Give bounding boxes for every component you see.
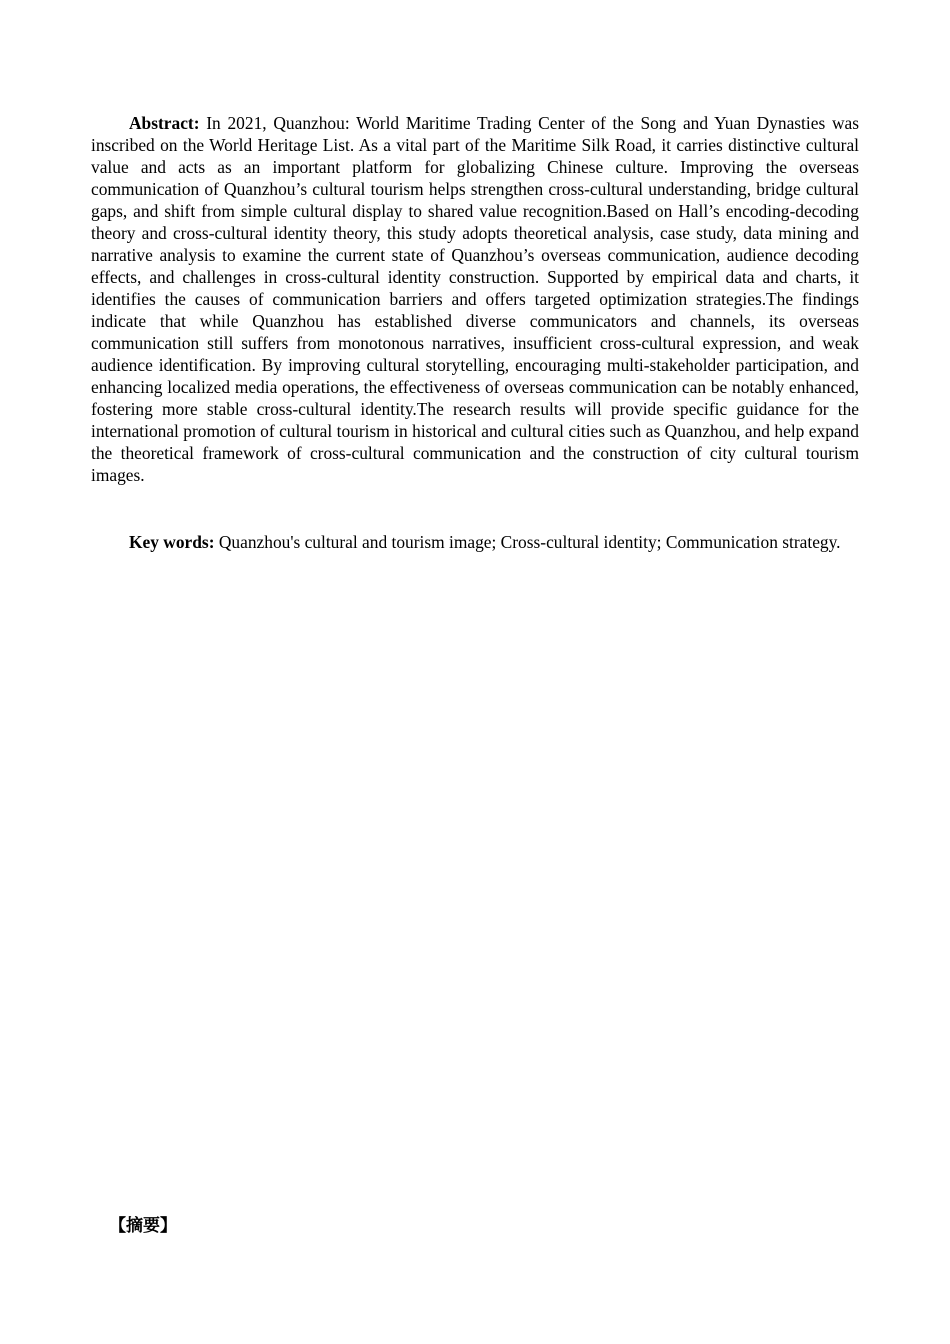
keywords-label: Key words: <box>129 532 215 552</box>
abstract-text: In 2021, Quanzhou: World Maritime Trading Center of the Song and Yuan Dynasties was inscribed on the World Heritage List. As a vital part of the Maritime Silk Road, it carries distinctive cultural value and acts as an important platform for globalizing Chinese culture. Improving the overseas communication of Quanzhou’s cultural tourism helps strengthen cross-cultural understanding, bridge cultural gaps, and shift from simple cultural display to shared value recognition.Based on Hall’s encoding-decoding theory and cross-cultural identity theory, this study adopts theoretical analysis, case study, data mining and narrative analysis to examine the current state of Quanzhou’s overseas communication, audience decoding effects, and challenges in cross-cultural identity construction. Supported by empirical data and charts, it identifies the causes of communication barriers and offers targeted optimization strategies.The findings indicate that while Quanzhou has established diverse communicators and channels, its overseas communication still suffers from monotonous narratives, insufficient cross-cultural expression, and weak audience identification. By improving cultural storytelling, encouraging multi-stakeholder participation, and enhancing localized media operations, the effectiveness of overseas communication can be notably enhanced, fostering more stable cross-cultural identity.The research results will provide specific guidance for the international promotion of cultural tourism in historical and cultural cities such as Quanzhou, and help expand the theoretical framework of cross-cultural communication and the construction of city cultural tourism images. <box>91 113 859 485</box>
keywords-paragraph <box>91 531 859 553</box>
abstract-paragraph <box>91 112 859 486</box>
keywords-text: Quanzhou's cultural and tourism image; Cross-cultural identity; Communication strategy. <box>218 532 841 552</box>
abstract-label: Abstract: <box>129 113 200 133</box>
chinese-abstract-heading: 【摘要】 <box>109 1216 177 1236</box>
